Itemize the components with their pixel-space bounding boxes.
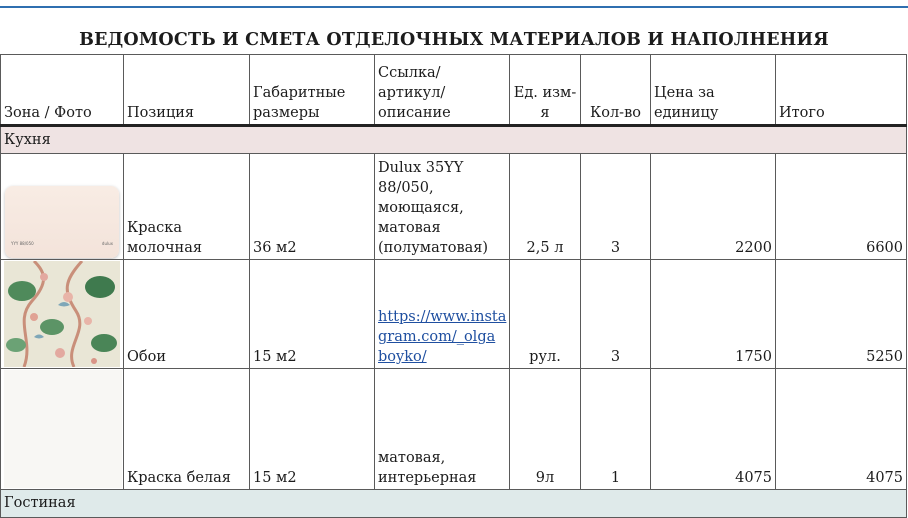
col-header-qty[interactable]: Кол-во (581, 55, 651, 126)
size-cell[interactable]: 15 м2 (250, 369, 375, 490)
price-cell[interactable]: 2200 (651, 154, 776, 260)
size-cell[interactable]: 36 м2 (250, 154, 375, 260)
floral-wallpaper-image (4, 261, 120, 367)
total-cell[interactable]: 6600 (776, 154, 907, 260)
position-cell[interactable]: Краска белая (124, 369, 250, 490)
instagram-link[interactable]: https://www.insta gram.com/_olga boyko/ (378, 309, 507, 365)
unit-cell[interactable]: 2,5 л (510, 154, 581, 260)
photo-cell[interactable] (1, 154, 124, 260)
photo-cell[interactable] (1, 369, 124, 490)
col-header-link[interactable]: Ссылка/артикул/ описание (375, 55, 510, 126)
swatch-brand-text: dulux (101, 241, 113, 246)
position-cell[interactable]: Краска молочная (124, 154, 250, 260)
size-cell[interactable]: 15 м2 (250, 260, 375, 369)
unit-cell[interactable]: рул. (510, 260, 581, 369)
unit-cell[interactable]: 9л (510, 369, 581, 490)
link-cell[interactable] (375, 260, 510, 369)
col-header-price[interactable]: Цена за единицу (651, 55, 776, 126)
col-header-total[interactable]: Итого (776, 55, 907, 126)
table-row (1, 369, 907, 490)
total-cell[interactable]: 4075 (776, 369, 907, 490)
photo-cell[interactable] (1, 260, 124, 369)
section-row-living (1, 490, 907, 518)
section-label-kitchen[interactable]: Кухня (1, 126, 907, 154)
materials-table (0, 54, 907, 518)
col-header-size[interactable]: Габаритные размеры (250, 55, 375, 126)
top-accent-line (0, 6, 908, 8)
header-row (1, 55, 907, 126)
col-header-unit[interactable]: Ед. изм-я (510, 55, 581, 126)
qty-cell[interactable]: 1 (581, 369, 651, 490)
section-row-kitchen (1, 126, 907, 154)
paint-swatch-image (5, 186, 119, 258)
qty-cell[interactable]: 3 (581, 154, 651, 260)
desc-cell[interactable]: Dulux 35YY 88/050, моющаяся, матовая (полуматовая) (375, 154, 510, 260)
table-row (1, 260, 907, 369)
table-row (1, 154, 907, 260)
swatch-code-text: YYY 88/050 (11, 241, 34, 246)
document-title: ВЕДОМОСТЬ И СМЕТА ОТДЕЛОЧНЫХ МАТЕРИАЛОВ И НАПОЛНЕНИЯ (79, 30, 829, 50)
col-header-position[interactable]: Позиция (124, 55, 250, 126)
desc-cell[interactable]: матовая, интерьерная (375, 369, 510, 490)
position-cell[interactable]: Обои (124, 260, 250, 369)
price-cell[interactable]: 1750 (651, 260, 776, 369)
total-cell[interactable]: 5250 (776, 260, 907, 369)
white-paint-image (4, 370, 122, 488)
section-label-living[interactable]: Гостиная (1, 490, 907, 518)
col-header-zone[interactable]: Зона / Фото (1, 55, 124, 126)
qty-cell[interactable]: 3 (581, 260, 651, 369)
price-cell[interactable]: 4075 (651, 369, 776, 490)
